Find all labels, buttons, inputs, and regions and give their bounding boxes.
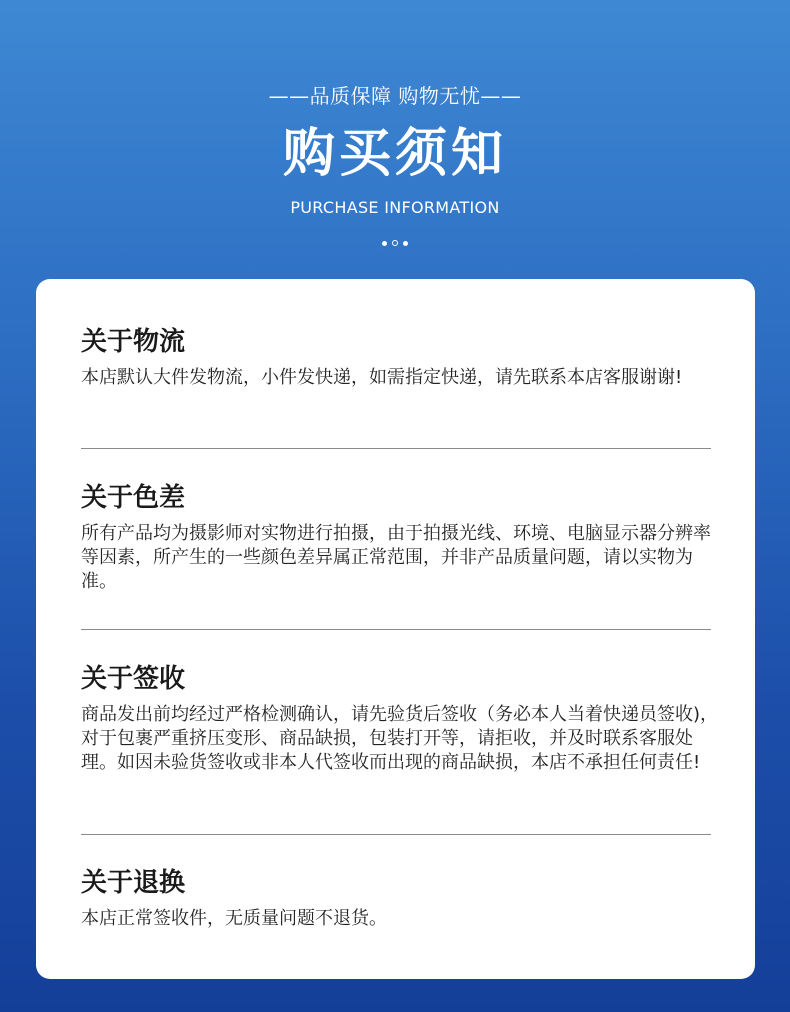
section-body: 本店默认大件发物流，小件发快递，如需指定快递，请先联系本店客服谢谢! xyxy=(81,367,683,388)
divider xyxy=(81,629,711,630)
info-card xyxy=(36,279,755,979)
section-body: 商品发出前均经过严格检测确认，请先验货后签收（务必本人当着快递员签收)，对于包裹严重挤压变形、商品缺损，包装打开等，请拒收，并及时联系客服处理。如因未验货签收或非本人代签收而出现的商品缺损，本店不承担任何责任! xyxy=(81,704,719,773)
header-banner xyxy=(0,0,790,270)
dot-icon xyxy=(382,241,387,246)
tagline: ——品质保障 购物无忧—— xyxy=(268,84,522,108)
section-title: 关于物流 xyxy=(81,327,186,357)
section-body: 本店正常签收件，无质量问题不退货。 xyxy=(81,908,387,929)
section-body: 所有产品均为摄影师对实物进行拍摄，由于拍摄光线、环境、电脑显示器分辨率等因素，所产生的一些颜色差异属正常范围，并非产品质量问题，请以实物为准。 xyxy=(81,523,711,592)
section-title: 关于签收 xyxy=(81,664,186,694)
decorative-dots xyxy=(0,238,790,248)
section-logistics xyxy=(81,326,721,390)
page-subtitle: PURCHASE INFORMATION xyxy=(290,198,500,217)
dot-icon xyxy=(403,241,408,246)
divider xyxy=(81,448,711,449)
section-returns xyxy=(81,867,721,931)
section-title: 关于退换 xyxy=(81,868,186,898)
hollow-dot-icon xyxy=(392,240,398,246)
section-title: 关于色差 xyxy=(81,483,186,513)
page-title: 购买须知 xyxy=(282,124,507,184)
section-receipt xyxy=(81,663,721,775)
divider xyxy=(81,834,711,835)
section-color-difference xyxy=(81,482,721,594)
